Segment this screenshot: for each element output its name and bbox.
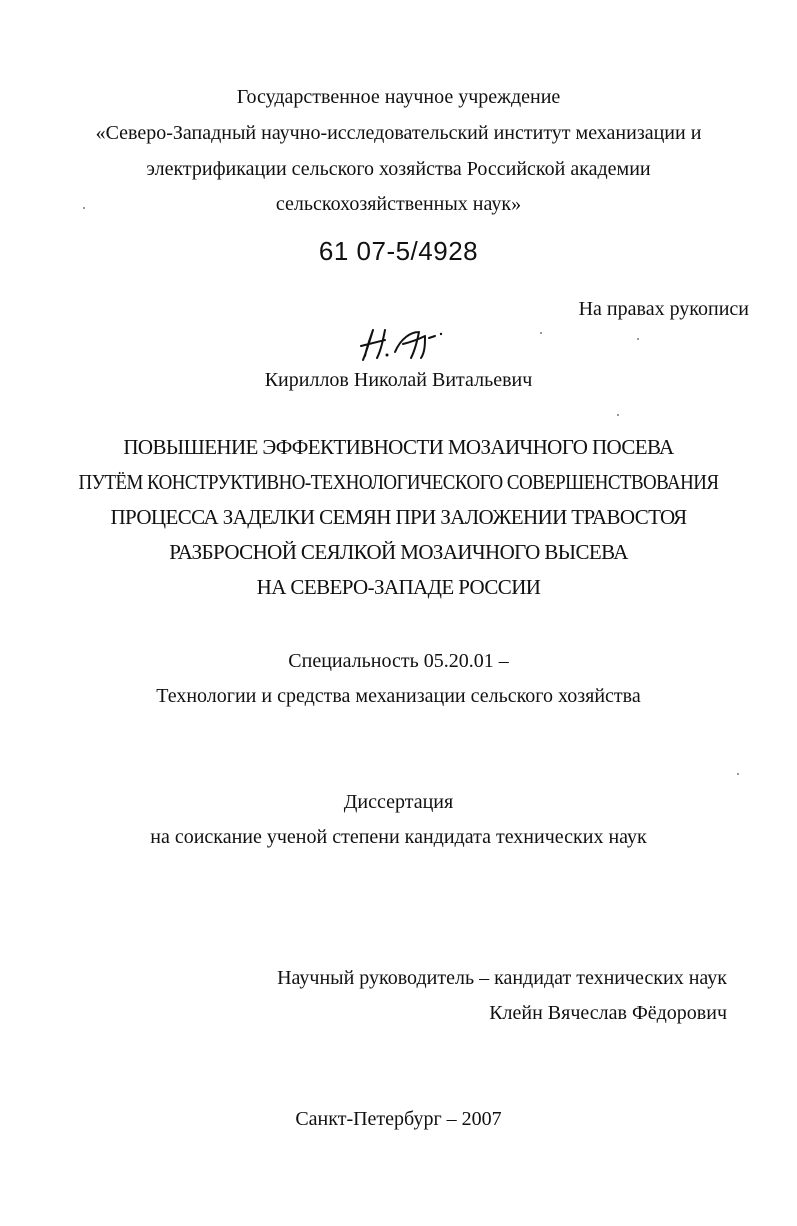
scan-speck — [737, 773, 739, 775]
supervisor-line-1: Научный руководитель – кандидат технических наук — [277, 967, 727, 989]
scan-speck — [540, 332, 542, 334]
author-signature — [355, 322, 455, 366]
institution-line-2: «Северо-Западный научно-исследовательский институт механизации и — [95, 122, 702, 144]
registration-code: 61 07-5/4928 — [318, 236, 479, 266]
work-type-line-1: Диссертация — [343, 791, 454, 813]
title-line-1: ПОВЫШЕНИЕ ЭФФЕКТИВНОСТИ МОЗАИЧНОГО ПОСЕВА — [123, 435, 674, 459]
specialty-line-1: Специальность 05.20.01 – — [288, 650, 509, 672]
scan-speck — [83, 207, 85, 209]
title-line-2: ПУТЁМ КОНСТРУКТИВНО-ТЕХНОЛОГИЧЕСКОГО СОВЕРШЕНСТВОВАНИЯ — [78, 470, 719, 494]
city-year: Санкт-Петербург – 2007 — [295, 1108, 502, 1130]
institution-line-3: электрификации сельского хозяйства Российской академии — [146, 158, 651, 180]
supervisor-line-2: Клейн Вячеслав Фёдорович — [489, 1002, 727, 1024]
work-type-line-2: на соискание ученой степени кандидата технических наук — [150, 826, 647, 848]
scan-speck — [637, 338, 639, 340]
author-name: Кириллов Николай Витальевич — [264, 369, 533, 391]
title-line-4: РАЗБРОСНОЙ СЕЯЛКОЙ МОЗАИЧНОГО ВЫСЕВА — [169, 540, 628, 564]
rights-note: На правах рукописи — [578, 298, 749, 320]
title-line-3: ПРОЦЕССА ЗАДЕЛКИ СЕМЯН ПРИ ЗАЛОЖЕНИИ ТРАВОСТОЯ — [110, 505, 687, 529]
institution-line-1: Государственное научное учреждение — [236, 86, 561, 108]
specialty-line-2: Технологии и средства механизации сельского хозяйства — [156, 685, 641, 707]
institution-line-4: сельскохозяйственных наук» — [275, 193, 522, 215]
scan-speck — [617, 414, 619, 416]
title-line-5: НА СЕВЕРО-ЗАПАДЕ РОССИИ — [256, 575, 541, 599]
